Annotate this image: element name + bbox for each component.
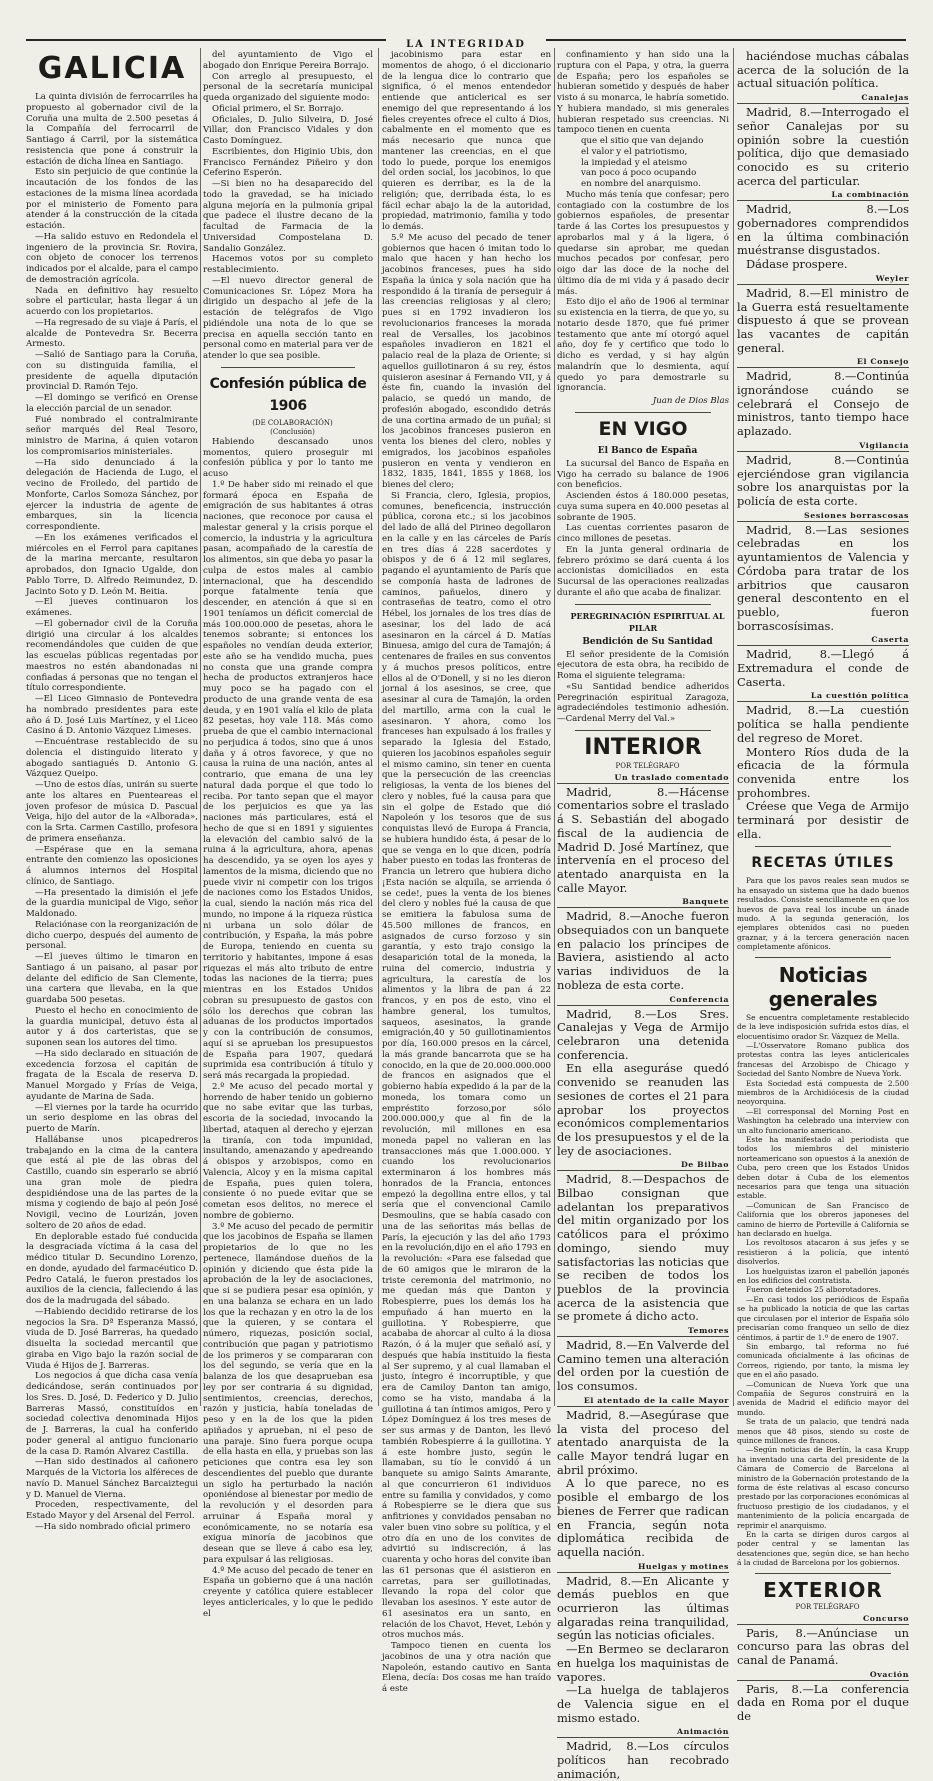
news-caption: Huelgas y motines bbox=[557, 1562, 729, 1573]
news-paragraph: Madrid, 8.—Continúa ignorándose cuándo se celebrará el Consejo de ministros, tanto tiempo hace aplazado. bbox=[737, 369, 909, 439]
section-title-galicia: GALICIA bbox=[37, 51, 187, 86]
news-paragraph: Madrid, 8.—Llegó á Extremadura el conde de Caserta. bbox=[737, 647, 909, 689]
news-paragraph: Madrid, 8.—Continúa ejerciéndose gran vigilancia sobre los anarquistas por la policía de esta corte. bbox=[737, 452, 909, 508]
signature: Juan de Dios Blas bbox=[652, 396, 729, 406]
paragraph: —El domingo se verificó en Orense la elección parcial de un senador. bbox=[26, 393, 198, 414]
news-caption: La combinación bbox=[737, 190, 909, 201]
paragraph: La quinta división de ferrocarriles ha propuesto al gobernador civil de la Coruña una multa de 2.500 pesetas á la Compañía del ferrocarril de Santiago á Carril, por la sistemática resistencia que pone á construir la estación de dicha línea en Santiago. bbox=[26, 92, 198, 167]
column-divider bbox=[733, 48, 734, 1406]
news-caption: Conferencia bbox=[557, 995, 729, 1006]
paragraph: Las cuentas corrientes pasaron de cinco millones de pesetas. bbox=[557, 523, 729, 544]
news-paragraph: Madrid, 8.—Los gobernadores comprendidos en la última combinación muéstranse disgustados. bbox=[737, 202, 909, 258]
paragraph: —Comunican de San Francisco de California que los obreros japoneses del camino de hierro de Porteville á California se han declarado en huelga. bbox=[737, 1200, 909, 1239]
paragraph: —Si bien no ha desaparecido del todo la gravedad, se ha iniciado alguna mejoría en la pulmonía gripal que padece el ilustre decano de la facultad de Farmacia de la Universidad Compostelana D. Sandalio González. bbox=[203, 179, 373, 254]
masthead-rule-left bbox=[26, 39, 386, 41]
news-caption: Weyler bbox=[737, 274, 909, 285]
column-3 bbox=[382, 50, 551, 1694]
news-paragraph: Madrid, 8.—Hácense comentarios sobre el traslado á S. Sebastián del abogado fiscal de la audiencia de Madrid D. José Martínez, que intervenía en el proceso del atentado anarquista en la calle Mayor. bbox=[557, 784, 729, 895]
paragraph: confinamiento y han sido una la ruptura con el Papa, y otra, la guerra de España; pero los españoles se hubieran sometido y después de haber visto á su monarca, le habría sometido. Y hubiera mandado, si mis generales hubieran respetado sus creencias. Ni tampoco tienen en cuenta bbox=[557, 50, 729, 136]
paragraph: —En casi todos los periódicos de España se ha publicado la noticia de que las cartas que circulasen por el interior de España sólo precisarían como franqueo un sello de diez céntimos, á partir de 1.º de enero de 1907. bbox=[737, 1294, 909, 1342]
paragraph: Puesto el hecho en conocimiento de la guardia municipal, detuvo ésta al autor y á dos carteristas, que se suponen sean los autores del timo. bbox=[26, 1005, 198, 1048]
verse-block bbox=[557, 136, 729, 190]
paragraph: —El corresponsal del Morning Post en Washington ha celebrado una interview con un alto funcionario americano. bbox=[737, 1106, 909, 1135]
news-caption: Ovación bbox=[737, 1670, 909, 1681]
paragraph: Oficiales, D. Julio Silveira, D. José Villar, don Francisco Vidales y don Casto Domínguez. bbox=[203, 114, 373, 146]
news-paragraph: Paris, 8.—Anúnciase un concurso para las obras del canal de Panamá. bbox=[737, 1625, 909, 1668]
news-caption: Caserta bbox=[737, 635, 909, 646]
subheading-banco: El Banco de España bbox=[597, 445, 698, 456]
section-title-exterior: EXTERIOR bbox=[763, 1577, 883, 1602]
news-paragraph: —La huelga de tablajeros de Valencia sigue en el mismo estado. bbox=[557, 1683, 729, 1725]
section-title-recetas: RECETAS ÚTILES bbox=[751, 855, 895, 872]
column-2 bbox=[203, 50, 373, 1619]
title-peregrinacion: PEREGRINACIÓN ESPIRITUAL AL PILAR bbox=[570, 610, 725, 633]
news-paragraph: Madrid, 8.—Las sesiones celebradas en los ayuntamientos de Valencia y Córdoba para tratar de los arbitrios que causaron general descontento en el pueblo, fueron borrascosísimas. bbox=[737, 522, 909, 633]
news-caption: El Consejo bbox=[737, 357, 909, 368]
telegraph-label: POR TELÉGRAFO bbox=[795, 1602, 860, 1611]
separator bbox=[575, 730, 711, 731]
section-title-interior: INTERIOR bbox=[584, 734, 702, 760]
paragraph: 1.º De haber sido mi reinado el que formará época en España de emigración de sus habitantes á otras naciones, que reconoce por causa el malestar general y la crisis porque el comercio, la industria y la agricultura pasan, acompañado de la carestía de los alimentos, sin que deba yo pasar la culpa de estos males al cambio internacional, que ha descendido porque fatalmente tenía que descender, en atención á que si en 1901 teníamos un déficit comercial de más 100.000.000 de pesetas, ahora le tenemos sobrante; si entonces los españoles no vendían deuda exterior, este año se ha vendido mucha, pues no consta que una grande compra hecha de productos extranjeros hace muy poco se ha pagado con el producto de una grande venta de esa deuda, y en 1901 valía el kilo de plata 82 pesetas, hoy vale 118. Más como prueba de que el cambio internacional no perjudica á todos, sino que á unos daña y á otros favorece, y que no causa la ruina de una nación, antes al contrario, que emana de una ley natural dada porque el que todo lo reciba. Por tanto sepan que el mayor de los perjuicios es que ya las naciones más particulares, está el hecho de que si en 1891 y siguientes la elevación del cambio salvó de la ruina á la agricultura, ahora, apenas ha descendido, ya se oyen los ayes y lamentos de la misma, diciendo que no puede vivir ni competir con los trigos de naciones como los Estados Unidos, la cual, siendo la nación más rica del mundo, no impone á la riqueza rústica ni urbana un solo dólar de contribución, y España, la más pobre de Europa, teniendo en cuenta su territorio y habitantes, impone á esas riquezas el más alto tributo de entre todas las naciones de la tierra; pues mientras en los Estados Unidos cobran su presupuesto de gastos con sólo los derechos que cobran las aduanas de los productos importados y con la contribución de consumos, aquí si se aprueban los presupuestos de España para 1907, quedará suprimida esa contribución á título y será más recargada la propiedad. bbox=[203, 479, 373, 1081]
paragraph: —El viernes por la tarde ha ocurrido un serio desplome en las obras del puerto de Marín. bbox=[26, 1102, 198, 1134]
paragraph: —Ha sido declarado en situación de excedencia forzosa el capitán de fragata de la Escala de reserva D. Manuel Morgado y Frías de Veiga, ayudante de Marina de Sada. bbox=[26, 1048, 198, 1102]
paragraph: —El Liceo Gimnasio de Pontevedra ha nombrado presidentes para este año á D. José Luis Martínez, y el Liceo Casino á D. Antonio Vázquez Limeses. bbox=[26, 694, 198, 737]
paragraph: —Encuéntrase restablecido de su dolencia el distinguido literato y abogado santiagués D. Antonio G. Vázquez Queipo. bbox=[26, 737, 198, 780]
paragraph: Con arreglo al presupuesto, el personal de la secretaría municipal queda organizado del siguiente modo: bbox=[203, 71, 373, 103]
galicia-paragraphs bbox=[26, 92, 198, 1533]
noticias-paragraphs bbox=[737, 1013, 909, 1568]
paragraph: —El gobernador civil de la Coruña dirigió una circular á los alcaldes recomendándoles que cuiden de que las escuelas públicas regentadas por maestros no estén abandonadas ni confiadas á personas que no tengan el título correspondiente. bbox=[26, 618, 198, 694]
paragraph: en nombre del anarquismo. bbox=[581, 179, 701, 189]
news-paragraph: En ella aseguráse quedó convenido se reanuden las sesiones de cortes el 21 para aprobar los proyectos económicos complementarios de los presupuestos y el de la ley de asociaciones. bbox=[557, 1061, 729, 1158]
banco-paragraphs bbox=[557, 459, 729, 599]
news-caption: Temores bbox=[557, 1326, 729, 1337]
paragraph: —Espérase que en la semana entrante den comienzo las oposiciones á alumnos internos del Hospital clínico, de Santiago. bbox=[26, 844, 198, 887]
recetas-paragraph: Para que los pavos reales sean mudos se ha ensayado un sistema que ha dado buenos resultados. Consiste sencillamente en que los huevos de pava real los incube un ánade mudo. A la segunda generación, los ejemplares obtenidos casi no pueden graznar, y á la tercera generación nacen completamente afónicos. bbox=[737, 876, 909, 952]
paragraph: Sin embargo, tal reforma no fué comunicada oficialmente á las oficinas de Correos, rigiendo, por tanto, la misma ley que en el año pasado. bbox=[737, 1341, 909, 1380]
news-paragraph: haciéndose muchas cábalas acerca de la solución de la actual situación política. bbox=[737, 49, 909, 91]
paragraph: van poco á poco ocupando bbox=[581, 168, 697, 179]
paragraph: —Comunican de Nueva York que una Compañía de Seguros construirá en la avenida de Madrid el edificio mayor del mundo. bbox=[737, 1379, 909, 1417]
peregrinacion-paragraphs bbox=[557, 650, 729, 725]
news-paragraph: Madrid, 8.—Despachos de Bilbao consignan que adelantan los preparativos del mitin organizado por los católicos para el próximo domingo, siendo muy satisfactorias las noticias que se reciben de todos los pueblos de la provincia acerca de la asistencia que se promete á dicho acto. bbox=[557, 1172, 729, 1324]
paragraph: —Uno de estos días, unirán su suerte ante los altares en Puenteareas el joven profesor de música D. Pascual Veiga, hijo del autor de la «Alborada», con la Srta. Carmen Castillo, profesora de primera enseñanza. bbox=[26, 780, 198, 844]
interior-news-items bbox=[737, 93, 909, 841]
paragraph: Fué nombrado el contralmirante señor marqués del Real Tesoro, ministro de Marina, á quien votaron los compromisarios ministeriales. bbox=[26, 414, 198, 457]
paragraph: —Ha sido denunciado á la delegación de Hacienda de Lugo, el vecino de Froiledo, del partido de Monforte, Carlos Somoza Sánchez, por ejercer la industria de agente de embarques, sin la licencia correspondiente. bbox=[26, 457, 198, 532]
exterior-news-items bbox=[737, 1614, 909, 1724]
separator bbox=[221, 367, 355, 368]
news-paragraph: Madrid, 8.—Anoche fueron obsequiados con un banquete en palacio los príncipes de Baviera, asistiendo al acto varias individuos de la nobleza de esta corte. bbox=[557, 909, 730, 992]
paragraph: En la carta se dirigen duros cargos al poder central y se lamentan las desatenciones que, según dice, se han hecho á la ciudad de Barcelona por los gobiernos. bbox=[737, 1530, 909, 1568]
confesion-paragraphs bbox=[203, 437, 373, 1620]
paragraph: —El jueves continuaron los exámenes. bbox=[26, 597, 198, 618]
separator bbox=[575, 604, 711, 605]
paragraph: —Según noticias de Berlín, la casa Krupp ha inventado una carta del presidente de la Cámara de Comercio de Barcelona al ministro de la Gobernación protestando de la forma de éste relativas al escaso concurso prestado por las corporaciones económicas al fructuoso prestigio de los ciudadanos, y el mantenimiento de la policía encargada de reprimir el anarquismo. bbox=[737, 1445, 909, 1530]
paragraph: Los huelguistas izaron el pabellón japonés en los edificios del contratista. bbox=[737, 1266, 909, 1286]
paragraph: Hallábanse unos picapedreros trabajando en la cima de la cantera que está al pie de las obras del Castillo, cuando sin esperarlo se abrió una gran mole de piedra despidiéndose una de las partes de la misma y cogiendo de bajo al peón José Novigil, vecino de Lourizán, joven soltero de 20 años de edad. bbox=[26, 1134, 198, 1231]
paragraph: Oficial primero, el Sr. Borrajo. bbox=[212, 103, 344, 114]
column-4 bbox=[557, 50, 730, 1781]
confesion-end-paragraphs bbox=[557, 50, 729, 136]
paragraph: «Su Santidad bendice adheridos Peregrinación espiritual Zaragoza, agradeciéndoles testimonio adhesión.—Cardenal Merry del Val.» bbox=[557, 681, 729, 724]
paragraph: —En los exámenes verificados el miércoles en el Ferrol para capitanes de la marina mercante, resultaron aprobados, don Ignacio Ugalde, don Pablo Torre, D. Alfredo Reimundez, D. Jacinto Soto y D. León M. Beitia. bbox=[26, 532, 198, 597]
paragraph: la impiedad y el ateismo bbox=[581, 157, 687, 168]
news-paragraph: Madrid, 8.—El ministro de la Guerra está resueltamente dispuesto á que se provean las vacantes de capitán general. bbox=[737, 285, 909, 355]
paragraph: El señor presidente de la Comisión ejecutora de esta obra, ha recibido de Roma el siguiente telegrama: bbox=[557, 649, 729, 681]
paragraph: el valor y el patriotismo, bbox=[581, 146, 688, 157]
paragraph: —Ha sido nombrado oficial primero bbox=[35, 1521, 191, 1532]
confesion-continued-paragraphs bbox=[382, 50, 551, 1695]
paragraph: —Ha presentado la dimisión el jefe de la guardia municipal de Vigo, señor Maldonado. bbox=[26, 887, 198, 919]
news-caption: Canalejas bbox=[737, 93, 909, 104]
article-continuation: (Conclusión) bbox=[270, 427, 315, 436]
section-title-en-vigo: EN VIGO bbox=[598, 417, 688, 440]
paragraph: 3.º Me acuso del pecado de permitir que los jacobinos de España se llamen propietarios de lo que no les pertenece, llamándose dueños de la opinión y diciendo que ésta pide la aprobación de la ley de asociaciones, que si se pudiera pesar esa opinión, y en una balanza se echara en un lado los que la rechazan y en otro la de los que la quieren, y se contara el número, riquezas, posición social, contribución que pagan y patriotismo de los primeros y se compararan con los del segundo, se vería que en la balanza de los que desaprueban esa ley por ser contraria á su dignidad, sentimientos, creencias, derechos, razón y justicia, había toneladas de peso y en la de los que la piden apiñados y aprueban, ni el peso de una paraje. Sino fuera porque ocupa de ella hasta en ella, y pruebas son las peticiones que contra esa ley son descendientes del pueblo que durante un siglo ha perturbado la nación oponiéndose al bienestar por medio de la revolución y el desorden para arruinar á España moral y económicamente, no se notaría esa exigua minoría de jacobinos que desean que se lleve á cabo esa ley, para expulsar á las religiosas. bbox=[203, 1221, 373, 1565]
paragraph: —Han sido destinados al cañonero Marqués de la Victoria los alféreces de navío D. Manuel Sánchez Barcaiztegui y D. Manuel de Vierna. bbox=[26, 1457, 198, 1500]
confesion-closing-paragraphs bbox=[557, 190, 729, 394]
paragraph: Mucho más tenía que confesar; pero contagiado con la costumbre de los gobiernos españoles, de presentar tarde á las Cortes los presupuestos y aprobarlos mal y á la ligera, ó quedarse sin aprobar, me quedan muchos pecados por confesar, pero oigo dar las doce de la noche del último día de mi vida y á pasado decir más. bbox=[557, 189, 729, 297]
paragraph: Los revoltosos atacaron á sus jefes y se resistieron á la policía, que intentó disolverlos. bbox=[737, 1238, 909, 1267]
paragraph: En deplorable estado fué conducida la desgraciada víctima á la casa del médico titular D. Secundino Lorenzo, en donde, ayudado del farmacéutico D. Pedro Catalá, le fueron prestados los auxilios de la ciencia, falleciendo á las dos de la madrugada del sábado. bbox=[26, 1231, 198, 1306]
paragraph: del ayuntamiento de Vigo el abogado don Enrique Pereira Borrajo. bbox=[203, 50, 373, 71]
news-paragraph: Madrid, 8.—Los círculos políticos han recobrado animación, bbox=[557, 1739, 729, 1781]
paragraph: Nada en definitivo hay resuelto sobre el particular, hasta llegar á un acuerdo con los propietarios. bbox=[26, 285, 198, 317]
news-paragraph: Créese que Vega de Armijo terminará por desistir de ella. bbox=[737, 799, 909, 841]
news-paragraph: Dádase prospere. bbox=[746, 257, 848, 272]
paragraph: Hacemos votos por su completo restablecimiento. bbox=[203, 254, 373, 275]
separator bbox=[755, 846, 891, 847]
news-caption: De Bilbao bbox=[557, 1160, 729, 1171]
telegraph-label: POR TELÉGRAFO bbox=[615, 761, 680, 770]
paragraph: Se trata de un palacio, que tendrá nada menos que 48 pisos, siendo su coste de quince millones de francos. bbox=[737, 1417, 909, 1445]
paragraph: 5.º Me acuso del pecado de tener gobiernos que hacen ó imitan todo lo malo que hacen y han hecho los jacobinos franceses, pues ha sido España la única y sola nación que ha respondido á la tiranía de perseguir á las creencias religiosas y al clero; pues si en 1792 invadieron los revolucionarios franceses la morada real de Versalles, los jacobinos españoles invadieron en 1821 el palacio real de la plaza de Oriente; si aquellos guillotinaron á su rey, éstos quisieron asesinar á Fernando VII, y á éste fin, cuando la invasión del palacio, se quedó un mando, de profesión abogado, escondido detrás de una cortina armado de un puñal; si los jacobinos franceses pusieron en venta los bienes del clero, nobles y emigrados, los jacobinos españoles pusieron en venta y vendieron en 1832, 1835, 1841, 1855 y 1868, los bienes del clero; bbox=[382, 232, 551, 490]
news-caption: Sesiones borrascosas bbox=[737, 511, 909, 522]
paragraph: Esta Sociedad está compuesta de 2.500 miembros de la Archidiócesis de la ciudad neoyorquina. bbox=[737, 1078, 909, 1107]
column-divider bbox=[200, 48, 201, 1406]
news-paragraph: Madrid, 8.—Asegúrase que la vista del proceso del atentado anarquista de la calle Mayor tendrá lugar en abril próximo. bbox=[557, 1407, 729, 1477]
paragraph: Esto sin perjuicio de que continúe la incautación de los fondos de las estaciones de la misma línea acordada por el ministerio de Fomento para atender á la construcción de la citada estación. bbox=[26, 167, 198, 231]
news-paragraph: Madrid, 8.—En Alicante y demás pueblos en que ocurrieron las últimas algaradas reina tranquilidad, según las noticias oficiales. bbox=[557, 1573, 729, 1643]
paragraph: —Ha salido estuvo en Redondela el ingeniero de la provincia Sr. Rovira, con objeto de conocer los terrenos indicados por el alcalde, para el campo de demostración agrícola. bbox=[26, 231, 198, 285]
news-paragraph: Montero Ríos duda de la eficacia de la fórmula convenida entre los prohombres. bbox=[737, 744, 909, 800]
separator bbox=[755, 1573, 891, 1574]
paragraph: —Salió de Santiago para la Coruña, con su distinguida familia, el presidente de aquella diputación provincial D. Ramón Tejo. bbox=[26, 350, 198, 393]
masthead-title: LA INTEGRIDAD bbox=[400, 39, 532, 50]
paragraph: —El jueves último le timaron en Santiago á un paisano, al pasar por delante del edificio de San Clemente, una cartera que llevaba, en la que guardaba 500 pesetas. bbox=[26, 952, 198, 1005]
section-title-noticias: Noticias generales bbox=[768, 962, 878, 1011]
column-5 bbox=[737, 49, 909, 1724]
column-divider bbox=[554, 48, 555, 1406]
column-1 bbox=[26, 50, 198, 1532]
masthead-rule-right bbox=[546, 39, 906, 41]
news-caption: Banquete bbox=[557, 897, 729, 908]
paragraph: 4.º Me acuso del pecado de tener en España un gobierno que á una nación creyente y católica quiere establecer leyes anticlericales, y lo que le pedido el bbox=[203, 1565, 373, 1619]
news-paragraph: Madrid, 8.—En Valverde del Camino temen una alteración del orden por la cuestión de los consumos. bbox=[557, 1338, 729, 1394]
news-caption: El atentado de la calle Mayor bbox=[557, 1396, 729, 1407]
paragraph: Habiendo descansado unos momentos, quiero proseguir mi confesión pública y por lo tanto me acuso bbox=[203, 436, 373, 479]
news-caption: Un traslado comentado bbox=[557, 773, 729, 784]
paragraph: Tampoco tienen en cuenta los jacobinos de una y otra nación que Napoleón, estando cautivo en Santa Elena, decía: Dos cosas me han traído á este bbox=[382, 1641, 551, 1694]
paragraph: que el sitio que van dejando bbox=[581, 136, 704, 146]
column-divider bbox=[378, 48, 379, 1406]
paragraph: —Ha regresado de su viaje á París, el alcalde de Pontevedra Sr. Becerra Armesto. bbox=[26, 317, 198, 350]
paragraph: —El nuevo director general de Comunicaciones Sr. López Mora ha dirigido un despacho al jefe de la estación de telégrafos de Vigo pidiéndole una nota de lo que se precisa en aquella sección tanto en personal como en material para ver de atender lo que sea posible. bbox=[203, 275, 373, 361]
paragraph: jacobinismo para estar en momentos de ahogo, ó el diccionario de la lengua dice lo contrario que significa, ó el menos entendedor entiende que anticlerical es ser enemigo del que representando á los fieles creyentes ofrece el culto á Dios, cabalmente en el momento que es más necesario que nunca que mantener las creencias, en el que todo lo puede, porque los enemigos del orden social, los jacobinos, lo que quieren es derribar, es la de la religión; que, derribada ésta, lo es fácil echar abajo la de la autoridad, propiedad, matrimonio, familia y todo lo demás. bbox=[382, 50, 551, 232]
paragraph: Se encuentra completamente restablecido de la leve indisposición sufrida estos días, el elocuentísimo orador Sr. Vázquez de Mella. bbox=[737, 1012, 909, 1041]
paragraph: Este ha manifestado al periodista que todos los miembros del ministerio norteamericano son opuestos á la anexión de Cuba, pero creen que los Estados Unidos deben dotar á Cuba de los elementos necesarios para que tenga una situación estable. bbox=[737, 1134, 909, 1201]
paragraph: —L'Osservatore Romano publica dos protestas contra las leyes anticlericales francesas del Arzobispo de Chicago y Sociedad del Santo Nombre de Nueva York. bbox=[737, 1040, 909, 1079]
paragraph: —Habiendo decidido retirarse de los negocios la Sra. Dª Esperanza Massó, viuda de D. José Barreras, ha quedado disuelta la sociedad mercantil que giraba en Vigo bajo la razón social de Viuda é Hijos de J. Barreras. bbox=[26, 1306, 198, 1371]
news-paragraph: Paris, 8.—La conferencia dada en Roma por el duque de bbox=[737, 1681, 909, 1724]
news-caption: Animación bbox=[557, 1727, 729, 1738]
news-paragraph: Madrid, 8.—Interrogado el señor Canalejas por su opinión sobre la cuestión política, dijo que demasiado conocido es su criterio acerca del particular. bbox=[737, 105, 909, 188]
paragraph: 2.º Me acuso del pecado mortal y horrendo de haber tenido un gobierno que no sabe evitar que las turbas, escoria de la sociedad, invocando la libertad, ataquen al derecho y ejerzan la tiranía, con toda impunidad, insultando, amenazando y apedreando á obispos y arzobispos, como en Valencia, Alcoy y en la misma capital de España, pues quien tolera, consiente ó no puede evitar que se cometan esos delitos, no merece el nombre de gobierno. bbox=[203, 1081, 373, 1221]
article-byline: (DE COLABORACIÓN) bbox=[252, 418, 333, 427]
paragraph: En la junta general ordinaria de febrero próximo se dará cuenta á los accionistas domiciliados en esta Sucursal de las operaciones realizadas durante el año que acaba de finalizar. bbox=[557, 544, 729, 598]
news-paragraph: Madrid, 8.—La cuestión política se halla pendiente del regreso de Moret. bbox=[737, 703, 909, 745]
vigo-paragraphs bbox=[203, 50, 373, 362]
separator bbox=[755, 957, 891, 958]
news-paragraph: A lo que parece, no es posible el embargo de los bienes de Ferrer que radican en Francia, según nota diplomática recibida de aquella nación. bbox=[557, 1476, 729, 1559]
paragraph: Los negocios á que dicha casa venía dedicándose, serán continuados por los Sres. D. José, D. Federico y D. Julio Barreras Massó, constituídos en sociedad colectiva denominada Hijos de J. Barreras, la cual ha conferido poder general al antiguo funcionario de la casa D. Ramón Alvarez Castilla. bbox=[26, 1371, 198, 1457]
subheading-bendicion: Bendición de Su Santidad bbox=[582, 636, 713, 647]
separator bbox=[575, 412, 711, 413]
news-paragraph: —En Bermeo se declararon en huelga los maquinistas de vapores. bbox=[557, 1642, 729, 1684]
masthead bbox=[26, 32, 906, 50]
paragraph: La sucursal del Banco de España en Vigo ha cerrado su balance de 1906 con beneficios. bbox=[557, 458, 729, 491]
paragraph: Esto dijo el año de 1906 al terminar su existencia en la tierra, de que yo, su notario desde 1870, que fué primer testamento que ante mí otorgó aquel año, doy fe y certifico que todo lo dicho es verdad, y si hay algún malandrín que lo desmienta, aquí quedo yo para demostrarle su ignorancia. bbox=[557, 297, 729, 394]
paragraph: Si Francia, clero, Iglesia, propios, comunes, beneficencia, instrucción pública, corona etc.; si los jacobinos del lado de allá del Pirineo degollaron en la calle y en las cárceles de París en tres días á 228 sacerdotes y obispos y de 6 á 12 mil seglares, pagando el ayuntamiento de París que se componía hasta de ladrones de caminos, pañuelos, dinero y contraseñas de teatro, como el otro Hébel, los jornales de los tres días de asesinar, los del lado de acá asesinaron en la cárcel á D. Matías Binuesa, amigo del cura de Tamajón; á centenares de frailes en sus conventos y á muchos presos políticos, entre ellos al de O'Donell, y si no les dieron jornal á los asesinos, se cree, que asesinar al cura de Tamajón, la orden del martillo, arma con la cual le asesinaron. Y ahora, como los franceses han expulsado á los frailes y separado la Iglesia del Estado, quieren los jacobinos españoles seguir el mismo camino, sin tener en cuenta que la persecución de las creencias religiosas, la venta de los bienes del clero y nobles, fué la causa para que sin el golpe de Estado que dió Napoleón y los tesoros que de sus conquistas llevó de Europa á Francia, se hubiera hundido ésta, á pesar de lo que se venga en lo que dicen, podría haber puesto en todas las fronteras de Francia un letrero que hubiera dicho ¡Esta nación se alquila, se arrienda ó se cede!, pues la venta de los bienes del clero y nobles fué la causa de que se emitiera la fabulosa suma de 45.500 millones de francos, en asignados de curso forzoso y sin garantía, y esto trajo consigo la desaparición total de la moneda, la ruina del comercio, industria y agricultura, la carestía de los alimentos y la libra de pan á 22 francos, y en pos de esto, vino el hambre general, los tumultos, saqueos, asesinatos, la grande emigración,40 y 50 guillotinamientos por día, 160.000 presos en la cárcel, la más grande bancarrota que se ha conocido, en la que de 20.000.000.000 de francos en asignados que el gobierno había expedido á la par de la moneda, los tomara como un empréstito forzoso,por sólo 200.000.000,y que al fin de la revolución, mil millones en esa moneda papel no valieran en las transacciones más que 1.000.000. Y cuando los revolucionarios exterminaron á los hombres más honrados de la Francia, entonces empezó la degollina entre ellos, y tal sería que el convencional Camilo Desmoulins, que se había casado con una de las señoritas más bellas de París, la ejecución y las del año 1793 en la revolución,dijo en el año 1793 en la revolución: «Para ese falsedad que de 60 amigos que le miraron de la triste ceremonia del matrimonio, no me quedan más que Danton y Robespierre, pues los demás los ha empuñado á han muerto en la guillotina. Y Robespierre, que acababa de ahorcar al culto á la diosa Razón, ó á la mujer que señaló así, y después que había instituido la fiesta al Ser supremo, y al cual llamaban el justo, íntegro é incorruptible, y que era de Camiloy Danton tan amigo, como se ha visto, mandaba á la guillotina á tan íntimos amigos, Pero y López Domínguez á los tres meses de ser sus armas y de Danton, les llevó también Robespierre á la guillotina. Y á este hombre justo, según le llamaban, su tío le convidó á un banquete su amigo Saints Amarante, al que concurrieron 61 individuos entre su familia y convidados, y como á Robespierre se le diera que sus anfitriones y convidados pensaban no valer buen vino sobre su política, y el otro día en uno de los convites de advirtió su indiscreción, á las cuarenta y ocho horas del convite iban las 61 personas que él asistieron en carretas, para ser guillotinadas, llevando la ropa del color que llevaban los asesinos. Y este autor de 61 asesinatos era un santo, en relación de los Chavot, Hevet, Lebón y otros muchos más. bbox=[382, 490, 551, 1641]
news-paragraph: Madrid, 8.—Los Sres. Canalejas y Vega de Armijo celebraron una detenida conferencia. bbox=[557, 1006, 729, 1062]
paragraph: Escribientes, don Higinio Ubis, don Francisco Fernández Piñeiro y don Ceferino Esperón. bbox=[203, 146, 373, 179]
paragraph: Relaciónase con la reorganización de dicho cuerpo, después del aumento de personal. bbox=[26, 919, 198, 952]
paragraph: Fueron detenidos 25 alborotadores. bbox=[746, 1285, 881, 1295]
news-caption: Concurso bbox=[737, 1614, 909, 1625]
article-title-confesion: Confesión pública de 1906 bbox=[209, 375, 367, 414]
news-caption: Vigilancia bbox=[737, 441, 909, 452]
paragraph: Proceden, respectivamente, del Estado Mayor y del Arsenal del Ferrol. bbox=[26, 1500, 198, 1521]
paragraph: Ascienden éstos á 180.000 pesetas, cuya suma supera en 40.000 pesetas al sobrante de 1905. bbox=[557, 491, 729, 523]
news-caption: La cuestión política bbox=[737, 691, 909, 702]
